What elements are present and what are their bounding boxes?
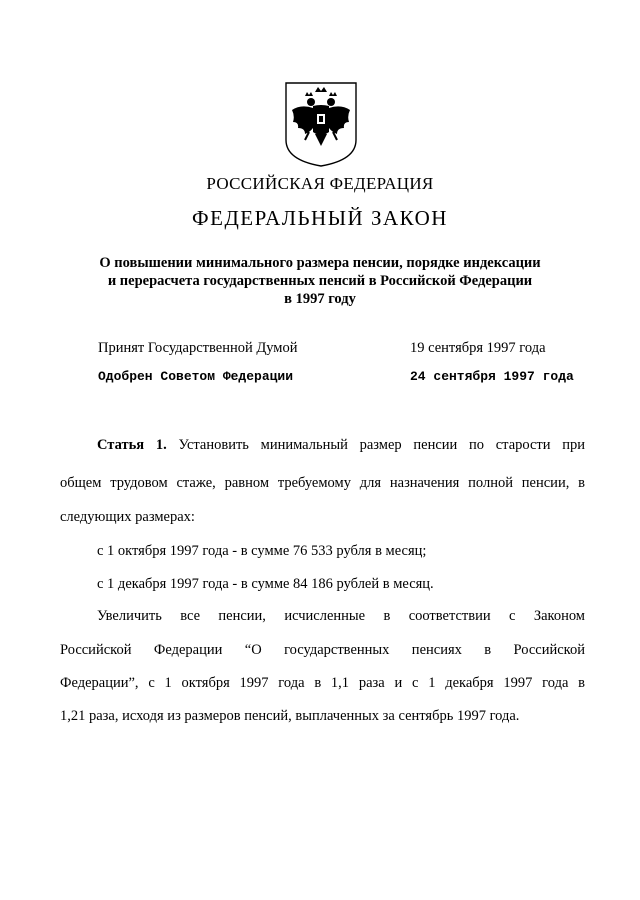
article-line: следующих размерах: (60, 509, 195, 525)
law-title (60, 254, 580, 308)
approval-date: 24 сентября 1997 года (410, 369, 574, 384)
rate-item: с 1 октября 1997 года - в сумме 76 533 рубля в месяц; (97, 543, 427, 559)
paragraph-line: Федерации”, с 1 октября 1997 года в 1,1 раза и с 1 декабря 1997 года в (60, 675, 585, 691)
article-line (97, 437, 585, 454)
document-type-heading: ФЕДЕРАЛЬНЫЙ ЗАКОН (192, 206, 448, 230)
paragraph-line: Увеличить все пенсии, исчисленные в соответствии с Законом (97, 608, 585, 624)
law-title-line: в 1997 году (284, 291, 356, 307)
paragraph-line: 1,21 раза, исходя из размеров пенсий, выплаченных за сентябрь 1997 года. (60, 708, 520, 724)
approval-date: 19 сентября 1997 года (410, 340, 546, 356)
article-label: Статья 1. (97, 437, 167, 453)
coat-of-arms-emblem (283, 80, 359, 168)
approval-label: Одобрен Советом Федерации (98, 369, 294, 384)
law-title-line: О повышении минимального размера пенсии, порядке индексации (99, 255, 541, 271)
country-heading: РОССИЙСКАЯ ФЕДЕРАЦИЯ (206, 174, 434, 193)
law-title-line: и перерасчета государственных пенсий в Российской Федерации (107, 273, 533, 289)
rate-item: с 1 декабря 1997 года - в сумме 84 186 рублей в месяц. (97, 576, 434, 592)
approval-label: Принят Государственной Думой (98, 340, 298, 356)
article-text: Установить минимальный размер пенсии по старости при (178, 437, 586, 453)
article-line: общем трудовом стаже, равном требуемому для назначения полной пенсии, в (60, 475, 585, 491)
paragraph-line: Российской Федерации “О государственных пенсиях в Российской (60, 642, 585, 658)
